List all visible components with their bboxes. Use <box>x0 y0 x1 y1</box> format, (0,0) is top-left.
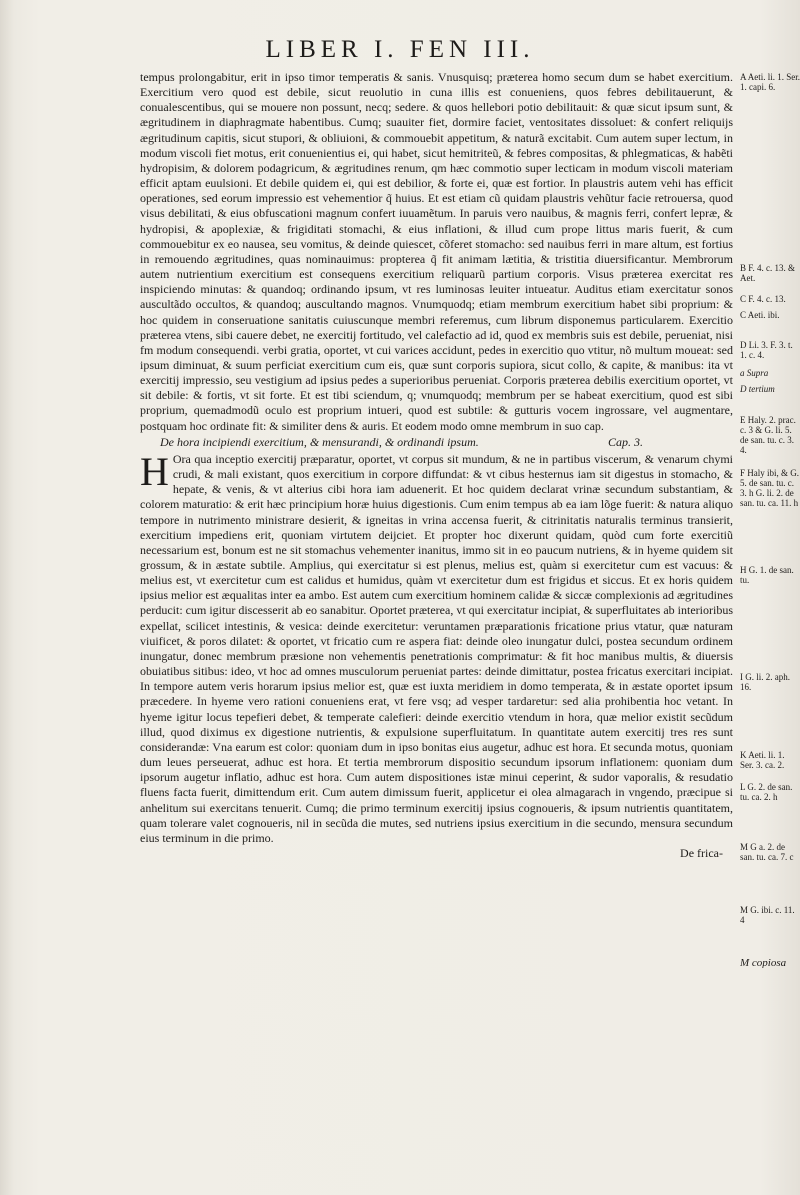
margin-note: L G. 2. de san. tu. ca. 2. h <box>740 782 793 802</box>
running-head: LIBER I. FEN III. <box>265 36 535 63</box>
margin-note: D Li. 3. F. 3. t. 1. c. 4. <box>740 340 793 360</box>
body-paragraph-1: tempus prolongabitur, erit in ipso timor temperatis & sanis. Vnusquisq; præterea homo secum dum se habet exercitium. Exercitium vero quod est debile, sicut reuolutio in cuna illis est conueniens, quos febres debilitauerunt, & conualescentibus, qui se mouere non possunt, necq; sedere. & quos hellebori potio debilitauit: & quæ sicut ipsum sunt, & ægritudinem in diaphragmate habentibus. Cumq; suauiter fiet, dormire faciet, ventositates dissoluet: & confert reliquijs ægritudinum capitis, sicut stupori, & obliuioni, & commouebit appetitum, & naturã excitabit. Cum autem super lectum, in modum viscoli fiet motus, erit conuenientius ei, qui habet, sicut hemitriteũ, & febres compositas, & phlegmaticas, & habẽti hydropisim, & dolorem podagricum, & ægritudines renum, qm hæc commotio super lecticam in modum viscoli materiam efficit aptam euulsioni. Et debile quidem ei, qui est debilior, & forte ei, quæ est fortior. In plaustris autem vehi has efficit operationes, sed eorum impressio est vehementior q̃ huius. Et est etiam cũ quidam plaustris vehũtur facie retrouersa, quod visus debilitati, & eius obfuscationi magnum confert iuuamẽtum. In paruis vero nauibus, & magnis ferri, confert lepræ, & hydropisi, & apoplexiæ, & frigiditati stomachi, & eius inflationi, & illud cum prope littus maris fuerit, & cum commouebitur ex eo nausea, seu vomitus, & deinde quiescet, cõferet stomacho: sed nauibus ferri in mare altum, est fortius in remouendo ægritudines, quas nominauimus: propterea q̃ fit animam lætitia, & tristitia diuersificantur. Membrorum autem nutrientium exercitium est consequens exercitium reliquarũ partium corporis. Visus præterea exercitat res inspiciendo minutas: & quandoq; ordinando ipsum, vt res luminosas leuiter intueatur. Auditus etiam exercitatur sonos auscultãdo occultos, & quandoq; auscultando magnos. Vnumquodq; etiam membrum exercitium habet sibi proprium: & hoc quidem in conseruatione sanitatis cuiuscunque membri referemus, cum librum disponemus particularem. Exercitio præterea vtens, sibi cauere debet, ne exercitij fortitudo, vel calefactio ad id, quod ex membris suis est debile, perueniat, nisi fm modum consequendi. verbi gratia, oportet, vt cui varices accidunt, pedes in exercitio quo vtitur, nõ multum moueat: sed ipsum diminuat, & suum perficiat exercitium cum eis, quæ sunt corporis supiora, sicut collo, & capite, & manibus: ita vt exercitij impressio, seu vestigium ad ipsius pedes a superioribus perueniat. Corporis præterea debilis exercitium oportet, vt sit debile: & fortis, vt sit forte. Et est tibi sciendum, q; vnumquodq; membrum per se habeat exercitium, quod est sibi proprium, quemadmodũ oculo est proprium intueri, quod est subtile: & gutturis vocem ingrossare, vel augmentare, postquam hoc ordinate fit: & similiter dens & auris. Et eodem modo omne membrum in suo cap. <box>140 70 733 433</box>
chapter-heading <box>140 435 733 450</box>
margin-note: M G a. 2. de san. tu. ca. 7. c <box>740 842 794 862</box>
margin-note: H G. 1. de san. tu. <box>740 565 794 585</box>
margin-note: a Supra <box>740 368 769 378</box>
margin-note: C Aeti. ibi. <box>740 310 780 320</box>
margin-note: A Aeti. li. 1. Ser. 1. capi. 6. <box>740 72 800 92</box>
margin-note: I G. li. 2. aph. 16. <box>740 672 790 692</box>
margin-note: K Aeti. li. 1. Ser. 3. ca. 2. <box>740 750 785 770</box>
margin-note: B F. 4. c. 13. & Aet. <box>740 263 796 283</box>
main-text-column <box>140 70 733 861</box>
margin-note: E Haly. 2. prac. c. 3 & G. li. 5. de san. tu. c. 3. 4. <box>740 415 796 455</box>
margin-note: M G. ibi. c. 11. 4 <box>740 905 795 925</box>
catchword: De frica- <box>680 845 723 860</box>
margin-note: M copiosa <box>740 958 787 968</box>
chapter-number: Cap. 3. <box>607 434 643 449</box>
drop-cap-initial: H <box>140 448 169 494</box>
margin-note: D tertium <box>740 384 775 394</box>
margin-note: F Haly ibi, & G. 5. de san. tu. c. 3. h G. li. 2. de san. tu. ca. 11. h <box>740 468 800 508</box>
margin-note: C F. 4. c. 13. <box>740 294 786 304</box>
chapter-title: De hora incipiendi exercitium, & mensurandi, & ordinandi ipsum. <box>160 434 479 449</box>
body-paragraph-2-text: Ora qua inceptio exercitij præparatur, oportet, vt corpus sit mundum, & ne in partibus viscerum, & venarum chymi crudi, & mali existant, quos exercitium in corpore diffundat: & vt cibus hesternus iam sit digestus in stomacho, & hepate, & venis, & vt alterius cibi hora iam aduenerit. Et hoc quidem declarat vrinæ secundum substantiam, & colorem maturatio: & erit hæc principium horæ huius digestionis. Cum enim tempus ab ea iam lõge fuerit: & natura aliquo tempore in nutrimento ministrare desierit, & igneitas in vrina accensa fuerit, & citrinitatis naturalis terminus transierit, exercitium impediens erit, quoniam virtutem deijciet. Et propter hoc dixerunt quidam, quòd cum forte exercitiũ necessarium est, bonum est ne sit stomachus vehementer inanitus, immo sit in eo paucum nutriens, & in hyeme quidem sit grossum, & in æstate subtile. Amplius, qui exercitatur si est plenus, melius est, quàm si exercitetur cum est vacuus: & melius est, vt exercitetur cum est calidus et humidus, quàm vt exercitetur dum est frigidus et siccus. Et ex horis quidem ipsius melior est æqualitas inter ea ambo. Est autem cum exercitium hominem calidæ & siccæ complexionis ad ægritudines perducit: cum igitur discesserit ab eo sanabitur. Oportet præterea, vt qui exercitatur incipiat, & superfluitates ab interioribus expellat, scilicet intestinis, & vesica: deinde exercitetur: veruntamen præparationis fricatione prius vtatur, quæ naturam viuificet, & poros dilatet: & oportet, vt fricatio cum re aspera fiat: deinde oleo inungatur dulci, postea secundum ordinem inungatur, donec membrum præsione non vehementis penetrationis comprimatur: & fit hoc manibus multis, & diuersis obuiatibus sitibus: ideo, vt hoc ad omnes musculorum perueniat partes: deinde dimittatur, postea fricatus exercitari incipiat. In tempore autem veris horarum ipsius melior est, quæ est iuxta meridiem in domo temperata, & in æstate oportet ipsum præcedere. In hyeme vero rationi conueniens erat, vt fere vsq; ad vesper tardaretur: sed alia prohibentia hoc vetant. In hyeme igitur locus tepefieri debet, & temperate calefieri: deinde exercitio vtendum in hora, quæ melior existit secũdum illud, quod diximus ex digestione nutrientis, & expulsione superfluitatum. In quantitate autem exercitij tres res sunt considerandæ: Vna earum est color: quoniam dum in ipso bonitas eius augetur, adhuc est hora. Et secunda motus, quoniam dum leues perseuerat, adhuc est hora. Et tertia membrorum dispositio secundum ipsorum inflationem: quoniam dum ipsorum augetur inflatio, adhuc est hora. Cum autem dispositiones istæ minui ceperint, & sudor vaporalis, & resudatio fluens facta fuerit, dimittendum erit. Cum autem dimissum fuerit, applicetur ei olea almagarach in vngendo, præcipue si anhelitum sui exercitans tenuerit. Cumq; die primo terminum exercitij ipsius cognoueris, & ipsum nutrientis quantitatem, quam tolerare valet cognoueris, nil in secũda die mutes, sed nutriens ipsius exercitium in die secundo, mensura secundum eius terminum in die primo. <box>140 451 733 845</box>
body-paragraph-2 <box>140 448 733 846</box>
